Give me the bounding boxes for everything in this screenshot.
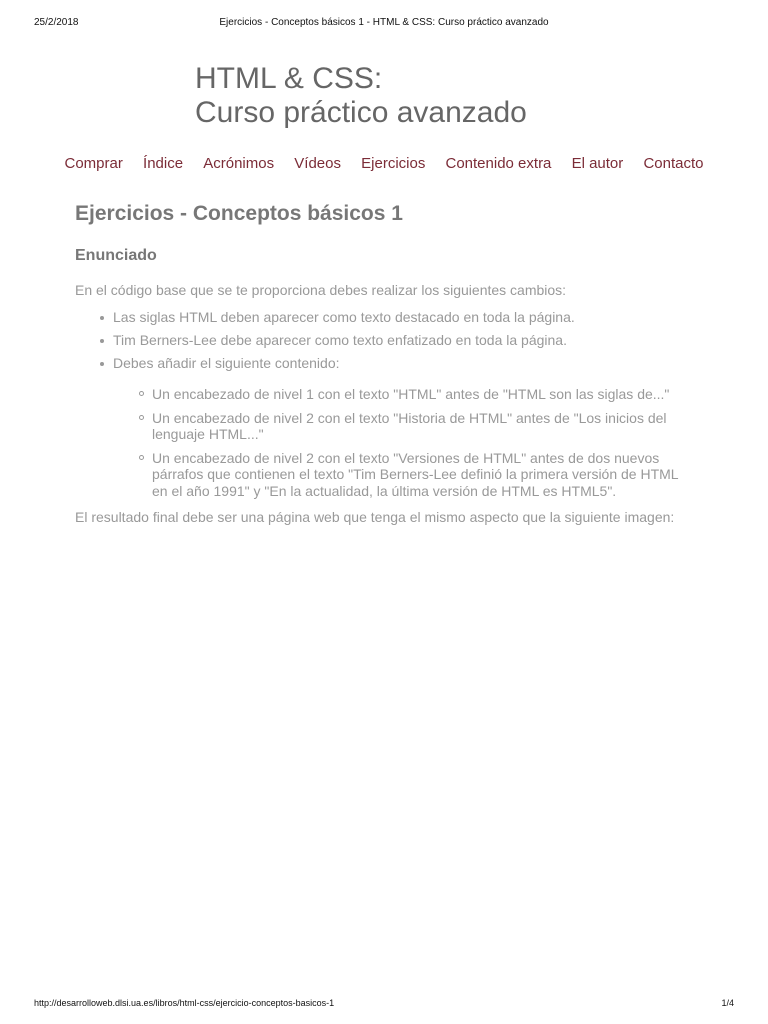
nav-item-comprar[interactable]: Comprar: [64, 155, 123, 172]
list-item: [113, 332, 695, 349]
page-title: Ejercicios - Conceptos básicos 1: [75, 202, 403, 225]
circle-bullet-icon: [139, 391, 144, 396]
site-title-line-1: HTML & CSS:: [195, 62, 383, 95]
list-item-text: Debes añadir el siguiente contenido:: [113, 355, 340, 371]
site-title: [195, 62, 527, 130]
nav-item-acronimos[interactable]: Acrónimos: [203, 155, 275, 172]
print-footer: [34, 998, 734, 1010]
print-url: http://desarrolloweb.dlsi.ua.es/libros/html-css/ejercicio-conceptos-basicos-1: [34, 998, 335, 1008]
nav-item-contenido-extra[interactable]: Contenido extra: [445, 155, 552, 172]
circle-bullet-icon: [139, 415, 144, 420]
list-item-text: Las siglas HTML deben aparecer como texto destacado en toda la página.: [113, 309, 575, 325]
main-nav: [0, 155, 768, 172]
print-page-number: 1/4: [721, 998, 734, 1008]
nav-item-el-autor[interactable]: El autor: [571, 155, 624, 172]
main-content: [75, 200, 695, 536]
list-item: [113, 355, 695, 499]
sublist-item: [152, 386, 692, 403]
nav-item-ejercicios[interactable]: Ejercicios: [361, 155, 426, 172]
site-title-line-2: Curso práctico avanzado: [195, 96, 527, 129]
print-header: [34, 17, 734, 31]
requirements-list: [75, 309, 695, 499]
nav-item-indice[interactable]: Índice: [143, 155, 184, 172]
bullet-icon: [100, 362, 104, 366]
list-item: [113, 309, 695, 326]
sublist-item-text: Un encabezado de nivel 2 con el texto "Versiones de HTML" antes de dos nuevos párrafos que contienen el texto "Tim Berners-Lee definió la primera versión de HTML en el año 1991" y "En la actualidad, la última versión de HTML es HTML5".: [152, 449, 679, 499]
print-date: 25/2/2018: [34, 17, 79, 28]
sublist-item-text: Un encabezado de nivel 2 con el texto "Historia de HTML" antes de "Los inicios del lenguaje HTML...": [152, 409, 667, 442]
circle-bullet-icon: [139, 455, 144, 460]
nav-item-videos[interactable]: Vídeos: [294, 155, 341, 172]
conclusion-paragraph: El resultado final debe ser una página web que tenga el mismo aspecto que la siguiente imagen:: [75, 509, 675, 525]
sublist-item-text: Un encabezado de nivel 1 con el texto "HTML" antes de "HTML son las siglas de...": [152, 386, 670, 402]
sublist-item: [152, 410, 692, 443]
section-heading: Enunciado: [75, 247, 157, 264]
intro-paragraph: En el código base que se te proporciona debes realizar los siguientes cambios:: [75, 282, 567, 298]
bullet-icon: [100, 316, 104, 320]
content-sublist: [113, 386, 695, 499]
list-item-text: Tim Berners-Lee debe aparecer como texto enfatizado en toda la página.: [113, 332, 567, 348]
nav-item-contacto[interactable]: Contacto: [643, 155, 704, 172]
print-document-title: Ejercicios - Conceptos básicos 1 - HTML & CSS: Curso práctico avanzado: [219, 17, 549, 28]
bullet-icon: [100, 339, 104, 343]
sublist-item: [152, 450, 692, 500]
